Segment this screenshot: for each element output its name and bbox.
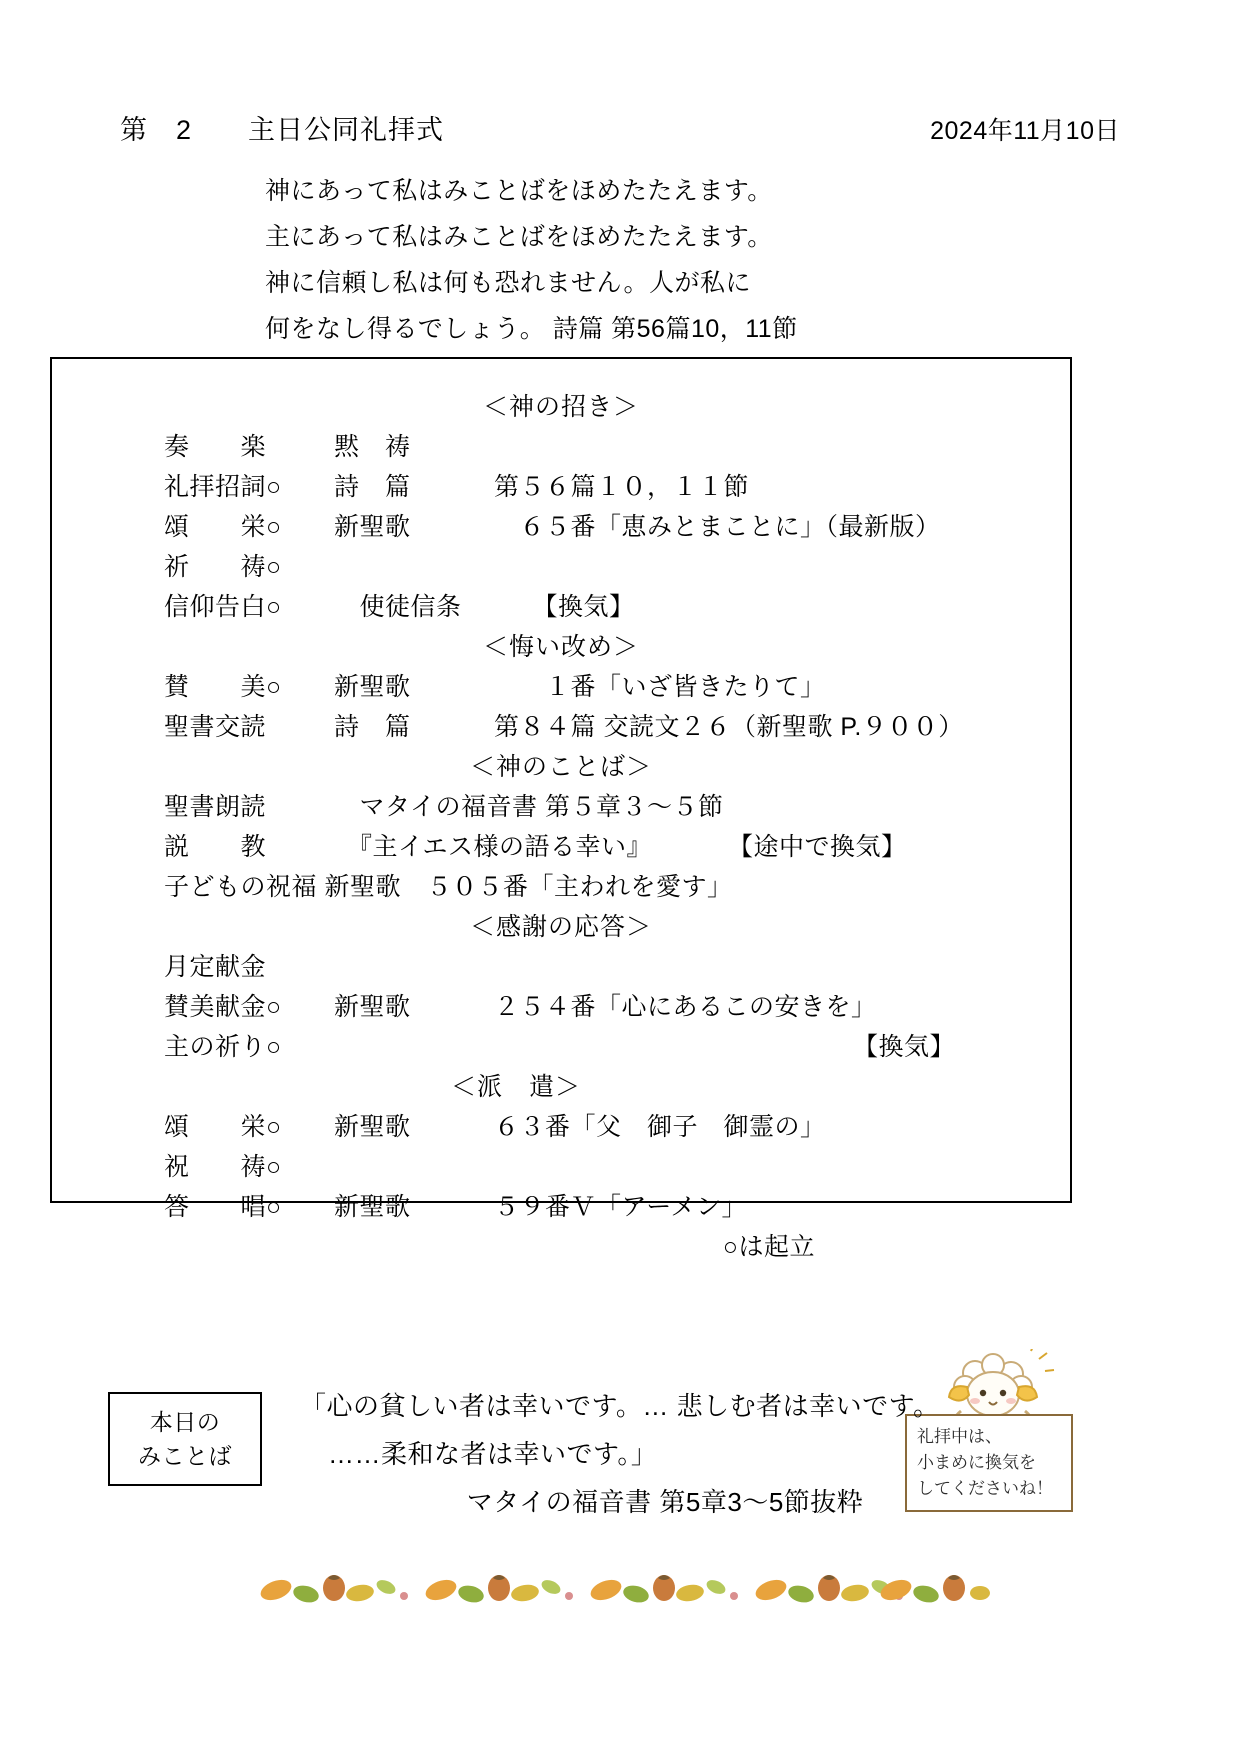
sign-line: してくださいね！ [917,1479,1053,1498]
todays-word-label: 本日の [149,1409,221,1435]
order-item-label: 祈 祷○ [164,553,282,581]
order-item-detail: ５９番Ｖ「アーメン」 [494,1193,748,1221]
autumn-decoration [248,1560,993,1616]
order-item-detail: ６５番「恵みとまことに」（最新版） [494,513,941,541]
order-row [164,1187,1010,1227]
order-row [164,1027,1010,1067]
standing-note: ○は起立 [722,1233,815,1261]
order-row [164,787,1010,827]
opening-verse-line: 神に信頼し私は何も恐れません。人が私に [265,269,752,297]
page-title: 第 2 主日公同礼拝式 [120,115,445,145]
todays-word-quote [300,1382,1140,1526]
section-heading-repentance: ＜悔い改め＞ [482,633,639,661]
order-item-book: 新聖歌 [334,1113,411,1141]
opening-verse-line: 神にあって私はみことばをほめたたえます。 [265,177,773,205]
order-row [164,427,1010,467]
order-item-detail: マタイの福音書 第５章３〜５節 [334,793,724,821]
order-item-label: 賛美献金○ [164,993,282,1021]
section-heading-word: ＜神のことば＞ [469,753,652,781]
order-row [164,547,1010,587]
section-heading-thanks: ＜感謝の応答＞ [469,913,652,941]
order-item-label: 礼拝招詞○ [164,473,282,501]
section-heading-sending: ＜派 遣＞ [450,1073,581,1101]
order-item-book: 詩 篇 [334,473,411,501]
autumn-leaves-icon [248,1560,993,1616]
order-row [164,467,1010,507]
order-item-book: 新聖歌 [334,673,411,701]
order-item-book: 詩 篇 [334,713,411,741]
order-item-detail: 【換気】 [494,593,635,621]
order-item-detail: 【途中で換気】 [664,833,907,861]
order-item-detail: ６３番「父 御子 御霊の」 [494,1113,826,1141]
order-row [164,947,1010,987]
order-row [164,707,1010,747]
order-item-label: 月定献金 [164,953,267,981]
order-item-label: 奏 楽 [164,433,267,461]
sign-line: 小まめに換気を [917,1453,1036,1472]
order-item-label: 頌 栄○ [164,1113,282,1141]
order-item-label: 信仰告白○ [164,593,282,621]
order-item-label: 聖書朗読 [164,793,267,821]
order-item-book: 新聖歌 [334,993,411,1021]
order-row [164,667,1010,707]
order-item-detail: ２５４番「心にあるこの安きを」 [494,993,877,1021]
order-of-service-list [52,387,1070,1267]
section-heading-invitation: ＜神の招き＞ [482,393,639,421]
todays-word-box [108,1392,262,1486]
order-row [164,1107,1010,1147]
order-item-label: 子どもの祝福 新聖歌 ５０５番「主われを愛す」 [164,873,733,901]
order-item-book: 新聖歌 [334,513,411,541]
order-row [164,867,1010,907]
opening-verse-line: 主にあって私はみことばをほめたたえます。 [265,223,773,251]
document-header [120,108,1120,147]
order-item-label: 祝 祷○ [164,1153,282,1181]
order-row [164,987,1010,1027]
ventilation-note: 【換気】 [852,1033,955,1061]
order-item-detail: 第８４篇 交読文２６（新聖歌 P.９００） [494,713,964,741]
opening-verse-line: 何をなし得るでしょう。 詩篇 第56篇10，11節 [265,315,798,343]
todays-word-label: みことば [138,1443,232,1469]
order-row [164,827,1010,867]
order-item-label: 説 教 [164,833,267,861]
order-item-detail: 第５６篇１０，１１節 [494,473,750,501]
opening-verse [265,168,1115,352]
sign-line: 礼拝中は、 [917,1427,1002,1446]
order-row [164,507,1010,547]
order-item-label: 主の祈り○ [164,1033,282,1061]
order-row [164,1147,1010,1187]
order-item-label: 頌 栄○ [164,513,282,541]
quote-line: ……柔和な者は幸いです。」 [328,1439,658,1469]
order-row [164,587,1010,627]
order-item-book: 新聖歌 [334,1193,411,1221]
order-item-book: 『主イエス様の語る幸い』 [334,833,653,861]
order-item-book: 黙 祷 [334,433,411,461]
service-date: 2024年11月10日 [930,117,1120,145]
quote-line: 「心の貧しい者は幸いです。… 悲しむ者は幸いです。 [300,1391,940,1421]
quote-reference: マタイの福音書 第5章3〜5節抜粋 [466,1487,864,1517]
order-item-detail: １番「いざ皆きたりて」 [494,673,826,701]
order-item-label: 答 唱○ [164,1193,282,1221]
order-item-label: 聖書交読 [164,713,267,741]
order-item-label: 賛 美○ [164,673,282,701]
order-item-book: 使徒信条 [334,593,462,621]
